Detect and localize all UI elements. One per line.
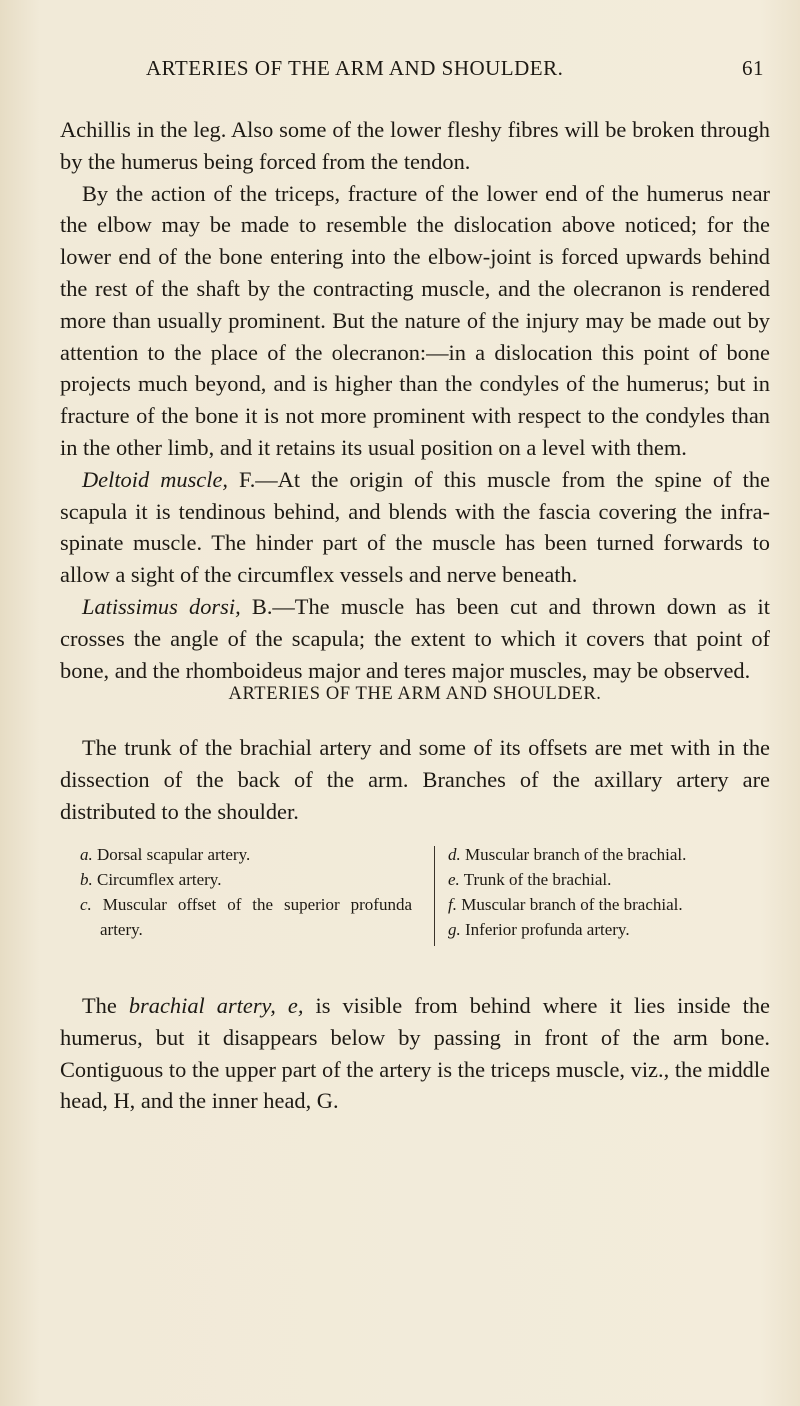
legend-item-g <box>448 917 778 942</box>
text-block-upper <box>60 114 770 686</box>
text-block-section <box>60 732 770 827</box>
latissimus-text: B.—The muscle has been cut and thrown down as it crosses the angle of the scapula; the extent to which it covers that point of bone, and the rhomboideus major and teres major muscles, may be observed. <box>60 593 770 683</box>
running-head-title: ARTERIES OF THE ARM AND SHOULDER. <box>146 56 564 80</box>
legend-item-f <box>448 892 778 917</box>
paragraph-brachial <box>60 990 770 1117</box>
text-block-lower <box>60 990 770 1117</box>
paragraph-2: By the action of the triceps, fracture of the lower end of the humerus near the elbow may be made to resemble the dislocation above noticed; for the lower end of the bone entering into the elbow-joint is forced upwards behind the rest of the shaft by the contracting muscle, and the olecranon is rendered more than usually prominent. But the nature of the injury may be made out by attention to the place of the olecranon:—in a dislocation this point of bone projects much beyond, and is higher than the condyles of the humerus; but in fracture of the bone it is not more prominent with respect to the condyles than in the other limb, and it retains its usual position on a level with them. <box>60 180 770 460</box>
legend-key: e. <box>448 870 460 889</box>
legend-divider <box>434 846 435 946</box>
legend-key: g. <box>448 920 461 939</box>
legend-text: Muscular branch of the brachial. <box>456 895 683 914</box>
legend-left-column <box>80 842 412 942</box>
legend-key: c. <box>80 895 92 914</box>
deltoid-text: F.—At the origin of this muscle from the spine of the scapula it is tendinous behind, and blends with the fascia covering the infra-spinate muscle. The hinder part of the muscle has been turned forwards to allow a sight of the circumflex vessels and nerve beneath. <box>60 466 770 588</box>
brachial-text: is visible from behind where it lies inside the humerus, but it disappears below by passing in front of the arm bone. Contiguous to the upper part of the artery is the triceps muscle, viz., the middle head, H, and the inner head, G. <box>60 993 770 1114</box>
section-heading: ARTERIES OF THE ARM AND SHOULDER. <box>228 684 602 704</box>
legend-text: Dorsal scapular artery. <box>92 845 251 864</box>
legend-item-b <box>80 867 412 892</box>
paragraph-1: Achillis in the leg. Also some of the lower fleshy fibres will be broken through by the humerus being forced from the tendon. <box>60 117 770 174</box>
paragraph-latissimus <box>60 591 770 686</box>
legend-text: Circumflex artery. <box>92 870 222 889</box>
legend-key: b. <box>80 870 93 889</box>
legend-key: f. <box>448 895 457 914</box>
figure-legend <box>60 842 770 972</box>
legend-text: Muscular offset of the superior profunda artery. <box>91 895 412 939</box>
brachial-heading: brachial artery, e, <box>128 993 304 1018</box>
latissimus-heading: Latissimus dorsi, <box>82 593 241 619</box>
deltoid-heading: Deltoid muscle, <box>82 466 228 492</box>
legend-text: Trunk of the brachial. <box>459 870 612 889</box>
legend-item-d <box>448 842 778 867</box>
legend-key: d. <box>448 845 461 864</box>
legend-key: a. <box>80 845 93 864</box>
brachial-prefix: The <box>82 993 129 1018</box>
paragraph-5: The trunk of the brachial artery and some of its offsets are met with in the dissection of the back of the arm. Branches of the axillary artery are distributed to the shoulder. <box>60 735 770 824</box>
running-head <box>60 56 764 86</box>
legend-item-a <box>80 842 412 867</box>
paragraph-deltoid <box>60 464 770 591</box>
legend-item-c <box>80 892 412 942</box>
legend-item-e <box>448 867 778 892</box>
page-number: 61 <box>742 56 764 80</box>
legend-right-column <box>448 842 778 942</box>
legend-text: Muscular branch of the brachial. <box>460 845 687 864</box>
legend-text: Inferior profunda artery. <box>460 920 630 939</box>
